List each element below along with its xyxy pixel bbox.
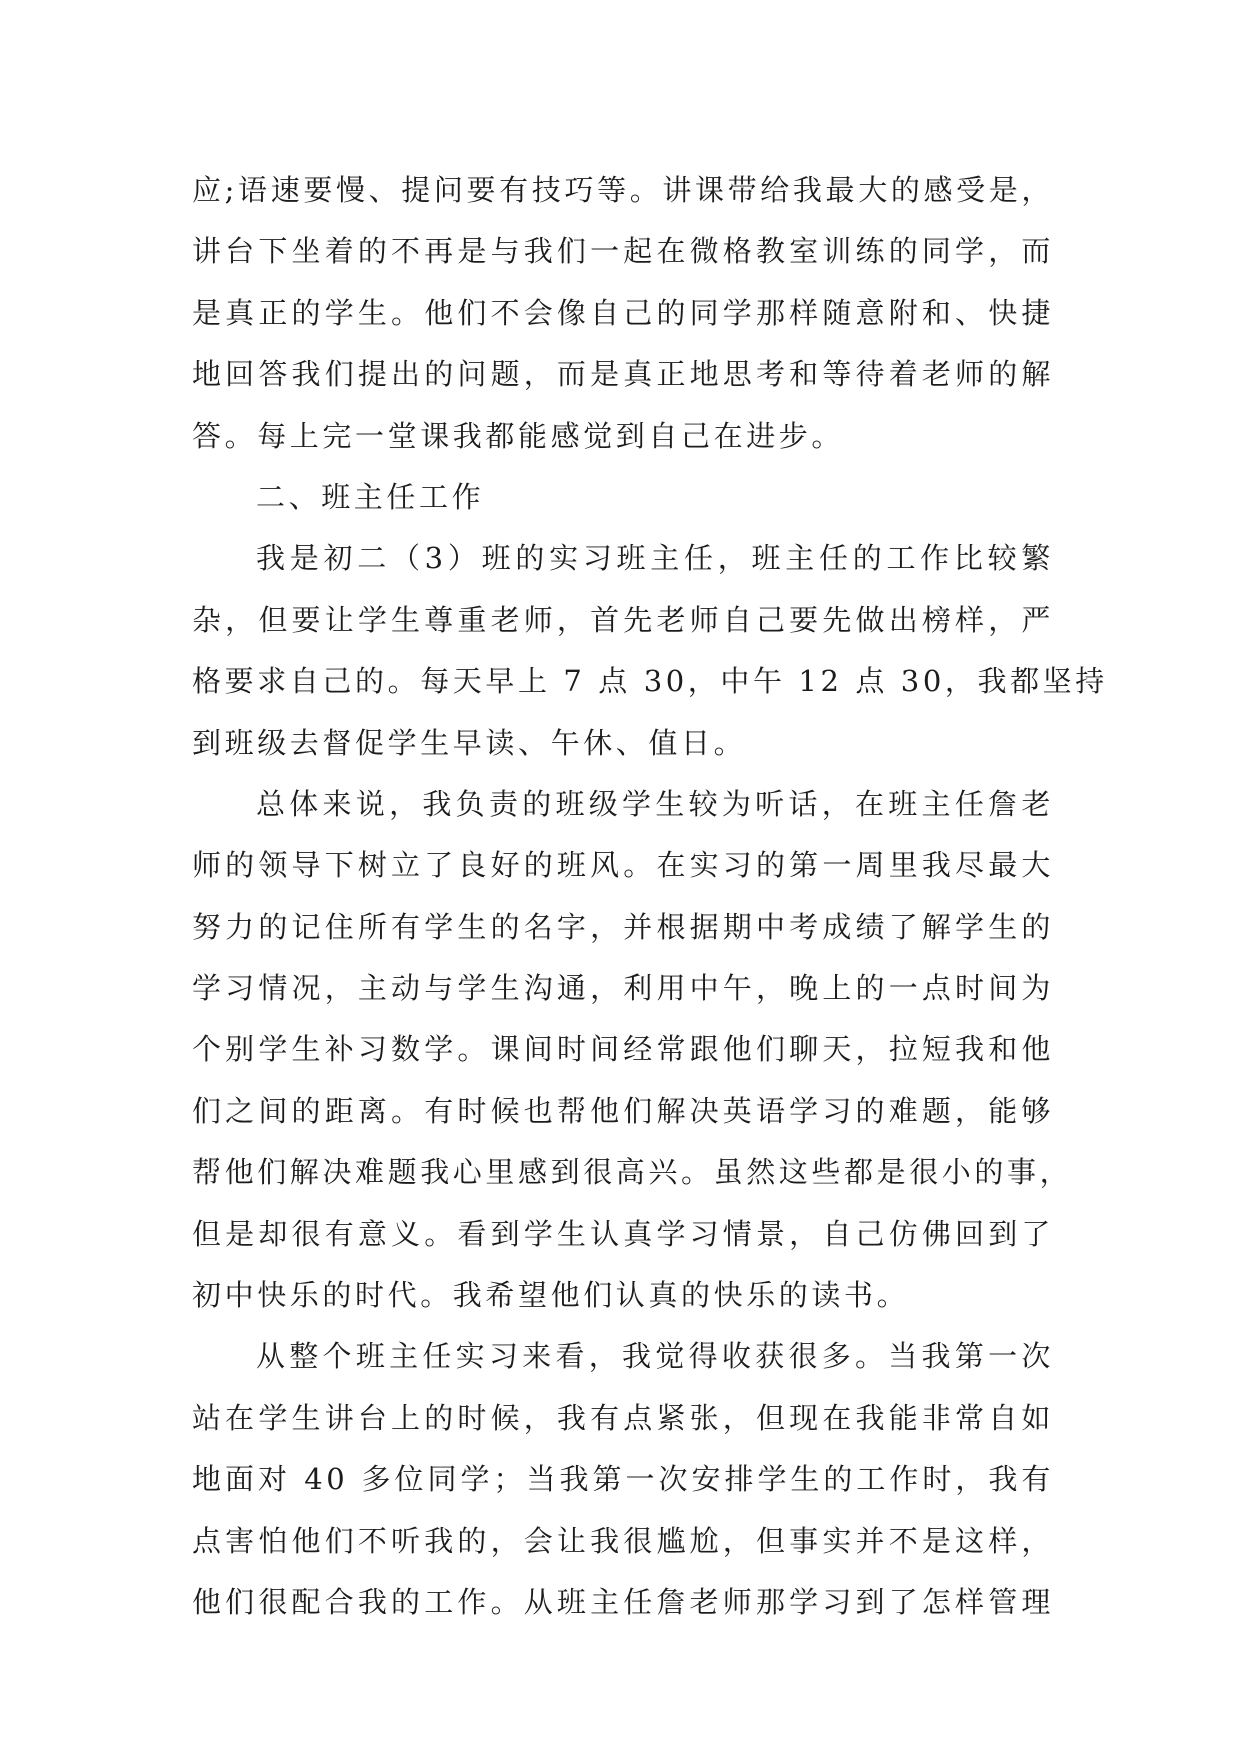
- text-line: 答。每上完一堂课我都能感觉到自己在进步。: [192, 418, 845, 453]
- text-line: 师的领导下树立了良好的班风。在实习的第一周里我尽最大: [192, 848, 1054, 883]
- text-line: 应;语速要慢、提问要有技巧等。讲课带给我最大的感受是，: [192, 173, 1054, 207]
- text-line: 帮他们解决难题我心里感到很高兴。虽然这些都是很小的事，: [192, 1155, 1073, 1190]
- text-line: 地面对 40 多位同学；当我第一次安排学生的工作时，我有: [192, 1462, 1054, 1497]
- text-line: 他们很配合我的工作。从班主任詹老师那学习到了怎样管理: [192, 1584, 1054, 1619]
- text-line: 格要求自己的。每天早上 7 点 30，中午 12 点 30，我都坚持: [192, 664, 1108, 699]
- text-line: 讲台下坐着的不再是与我们一起在微格教室训练的同学，而: [192, 234, 1054, 269]
- text-line: 杂，但要让学生尊重老师，首先老师自己要先做出榜样，严: [192, 602, 1054, 637]
- text-line: 努力的记住所有学生的名字，并根据期中考成绩了解学生的: [192, 909, 1054, 944]
- text-line: 但是却很有意义。看到学生认真学习情景，自己仿佛回到了: [192, 1216, 1054, 1251]
- text-line: 总体来说，我负责的班级学生较为听话，在班主任詹老: [256, 786, 1054, 821]
- text-line: 个别学生补习数学。课间时间经常跟他们聊天，拉短我和他: [192, 1032, 1054, 1067]
- text-line: 地回答我们提出的问题，而是真正地思考和等待着老师的解: [192, 357, 1054, 392]
- text-line: 到班级去督促学生早读、午休、值日。: [192, 725, 747, 760]
- text-line: 们之间的距离。有时候也帮他们解决英语学习的难题，能够: [192, 1093, 1054, 1128]
- text-line: 二、班主任工作: [256, 479, 485, 514]
- text-line: 站在学生讲台上的时候，我有点紧张，但现在我能非常自如: [192, 1400, 1054, 1435]
- text-line: 点害怕他们不听我的，会让我很尴尬，但事实并不是这样，: [192, 1523, 1054, 1558]
- text-line: 我是初二（3）班的实习班主任，班主任的工作比较繁: [256, 541, 1054, 576]
- text-line: 是真正的学生。他们不会像自己的同学那样随意附和、快捷: [192, 295, 1054, 330]
- text-line: 从整个班主任实习来看，我觉得收获很多。当我第一次: [256, 1339, 1054, 1374]
- text-line: 初中快乐的时代。我希望他们认真的快乐的读书。: [192, 1278, 910, 1313]
- body-text: [192, 160, 1108, 1633]
- text-line: 学习情况，主动与学生沟通，利用中午，晚上的一点时间为: [192, 971, 1054, 1006]
